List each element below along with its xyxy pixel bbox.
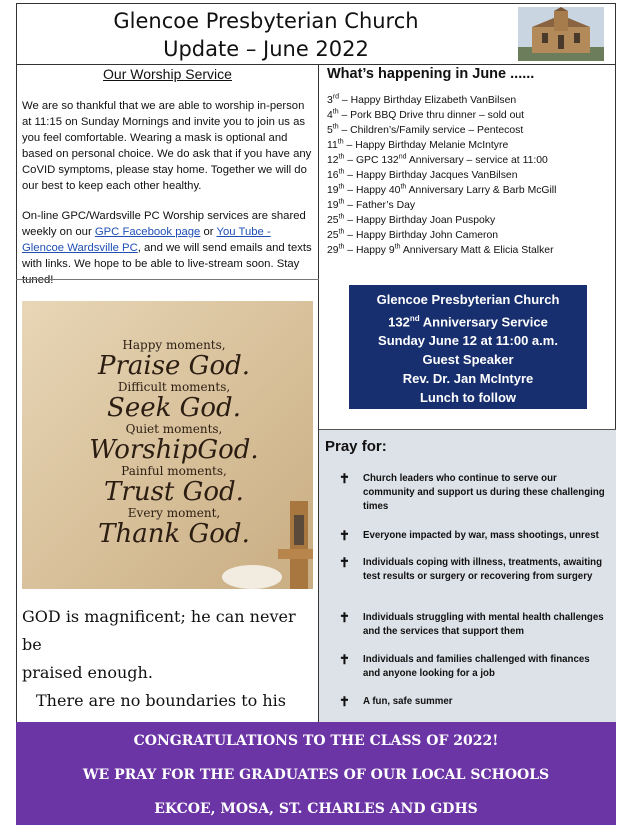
event-item <box>327 183 612 198</box>
page-title <box>16 7 516 63</box>
poster-text <box>84 337 264 547</box>
anniv-suffix: nd <box>409 314 420 323</box>
event-text: – Happy Birthday Joan Puspoky <box>344 215 496 226</box>
event-day-suffix: th <box>337 138 344 146</box>
anniv-line-3: Sunday June 12 at 11:00 a.m. <box>378 333 558 349</box>
event-text: – Pork BBQ Drive thru dinner – sold out <box>338 110 525 121</box>
event-text-rest: Anniversary Matt & Elicia Stalker <box>400 245 554 256</box>
anniv-line-1: Glencoe Presbyterian Church <box>376 292 560 307</box>
event-day: 4 <box>327 110 333 121</box>
anniv-line-4: Guest Speaker <box>422 352 514 368</box>
event-day-suffix: rd <box>332 93 340 101</box>
pray-item-text: Church leaders who continue to serve our community and support us during these challenging times <box>363 473 605 512</box>
anniversary-service-box <box>349 285 587 409</box>
cross-icon: ✝ <box>339 528 350 543</box>
event-item <box>327 138 612 153</box>
event-text: – Happy Birthday Elizabeth VanBilsen <box>339 95 517 106</box>
event-item <box>327 93 612 108</box>
right-column <box>319 65 616 722</box>
cross-icon: ✝ <box>339 471 350 486</box>
event-text: – Father’s Day <box>344 200 416 211</box>
event-item <box>327 123 612 138</box>
cross-icon: ✝ <box>339 555 350 570</box>
section-divider <box>16 279 319 280</box>
event-day: 25 <box>327 230 339 241</box>
event-text: – GPC 132 <box>344 155 399 166</box>
event-text: – Happy Birthday Jacques VanBilsen <box>344 170 518 181</box>
event-text: – Happy 40 <box>344 185 401 196</box>
event-day-suffix: th <box>338 153 345 161</box>
p2-text-after: , and we will send emails and texts with links. We hope to be able to live-stream soon. Stay tuned! <box>22 242 312 286</box>
event-day: 3 <box>327 95 333 106</box>
event-day: 11 <box>327 140 338 151</box>
event-day: 25 <box>327 215 339 226</box>
event-day-suffix: th <box>338 183 345 191</box>
anniv-line-5: Rev. Dr. Jan McIntyre <box>402 371 534 387</box>
poster-line-10: Thank God. <box>98 519 250 549</box>
youtube-link[interactable]: You Tube - Glencoe Wardsville PC <box>22 226 271 254</box>
anniv-line-6: Lunch to follow <box>419 390 517 406</box>
event-day: 19 <box>327 200 339 211</box>
event-item <box>327 213 612 228</box>
event-item <box>327 153 612 168</box>
worship-section-title: Our Worship Service <box>103 66 232 82</box>
anniv-service-text: Anniversary Service <box>419 314 548 330</box>
wall-decal-photo <box>22 301 313 589</box>
pray-for-section <box>319 429 616 722</box>
pray-item-text: Individuals struggling with mental health challenges and the services that support them <box>363 612 604 637</box>
event-day-suffix: th <box>338 168 345 176</box>
event-item <box>327 108 612 123</box>
anniv-line-2 <box>349 309 587 331</box>
poster-line-6: WorshipGod. <box>89 435 259 465</box>
anniv-number: 132 <box>388 314 410 330</box>
event-item <box>327 198 612 213</box>
poster-line-9: Every moment, <box>127 506 221 520</box>
event-day: 5 <box>327 125 333 136</box>
poster-line-1: Happy moments, <box>122 338 226 352</box>
poster-line-8: Trust God. <box>104 477 244 507</box>
event-day-suffix: th <box>338 213 345 221</box>
pray-item-text: Everyone impacted by war, mass shootings, unrest <box>363 530 599 541</box>
banner-line-1: CONGRATULATIONS TO THE CLASS OF 2022! <box>133 733 499 749</box>
cross-icon: ✝ <box>339 652 350 667</box>
quote-line-3: There are no boundaries to his <box>36 691 286 710</box>
event-ordinal-suffix: th <box>400 183 407 191</box>
event-text: – Children’s/Family service – Pentecost <box>338 125 524 136</box>
event-day-suffix: th <box>338 243 345 251</box>
title-line-2: Update – June 2022 <box>163 37 369 61</box>
event-text-rest: Anniversary Larry & Barb McGill <box>406 185 557 196</box>
event-item <box>327 243 612 258</box>
event-day: 29 <box>327 245 339 256</box>
events-list <box>327 93 612 258</box>
banner-line-2: WE PRAY FOR THE GRADUATES OF OUR LOCAL SCHOOLS <box>82 767 550 783</box>
event-day-suffix: th <box>332 123 339 131</box>
church-photo <box>518 7 604 61</box>
facebook-link[interactable]: GPC Facebook page <box>94 226 201 238</box>
left-column <box>16 65 319 722</box>
happening-title: What’s happening in June ...... <box>327 66 535 82</box>
event-item <box>327 228 612 243</box>
title-line-1: Glencoe Presbyterian Church <box>113 9 419 33</box>
p2-text-mid: or <box>200 226 217 238</box>
event-ordinal-suffix: nd <box>398 153 407 161</box>
pray-title: Pray for: <box>325 438 387 455</box>
pray-item-text: Individuals coping with illness, treatments, awaiting test results or surgery or recovering from surgery <box>363 557 602 582</box>
event-day: 19 <box>327 185 339 196</box>
worship-paragraph-2 <box>22 208 314 288</box>
p2-text-before: On-line GPC/Wardsville PC Worship services are shared weekly on our <box>22 210 306 238</box>
poster-line-5: Quiet moments, <box>125 422 223 436</box>
pray-item-text: Individuals and families challenged with finances and anyone looking for a job <box>363 654 590 679</box>
worship-paragraph-1: We are so thankful that we are able to worship in-person at 11:15 on Sunday Mornings and invite you to join us as you feel comfortable. Wearing a mask is optional and based on personal choice. We do ask that if you have any CoVID symptoms, please stay home. Together we will do our best to keep each other healthy. <box>22 100 312 192</box>
event-text: – Happy Birthday Melanie McIntyre <box>343 140 509 151</box>
event-ordinal-suffix: th <box>394 243 401 251</box>
quote-line-1: GOD is magnificent; he can never be <box>22 607 296 654</box>
poster-line-2: Praise God. <box>97 351 251 381</box>
poster-line-7: Painful moments, <box>121 464 227 478</box>
newsletter-header <box>16 3 616 65</box>
graduation-banner <box>16 722 616 825</box>
quote-line-2: praised enough. <box>22 663 153 682</box>
event-day: 12 <box>327 155 339 166</box>
banner-line-3: EKCOE, MOSA, ST. CHARLES AND GDHS <box>154 801 478 817</box>
event-text-rest: Anniversary – service at 11:00 <box>406 155 548 166</box>
event-item <box>327 168 612 183</box>
cross-icon: ✝ <box>339 694 350 709</box>
poster-line-3: Difficult moments, <box>117 380 231 394</box>
event-day-suffix: th <box>338 198 345 206</box>
event-text: – Happy 9 <box>344 245 395 256</box>
event-day: 16 <box>327 170 339 181</box>
cross-icon: ✝ <box>339 610 350 625</box>
poster-line-4: Seek God. <box>107 393 241 423</box>
event-text: – Happy Birthday John Cameron <box>344 230 499 241</box>
event-day-suffix: th <box>332 108 339 116</box>
pray-item-text: A fun, safe summer <box>363 696 453 707</box>
event-day-suffix: th <box>338 228 345 236</box>
